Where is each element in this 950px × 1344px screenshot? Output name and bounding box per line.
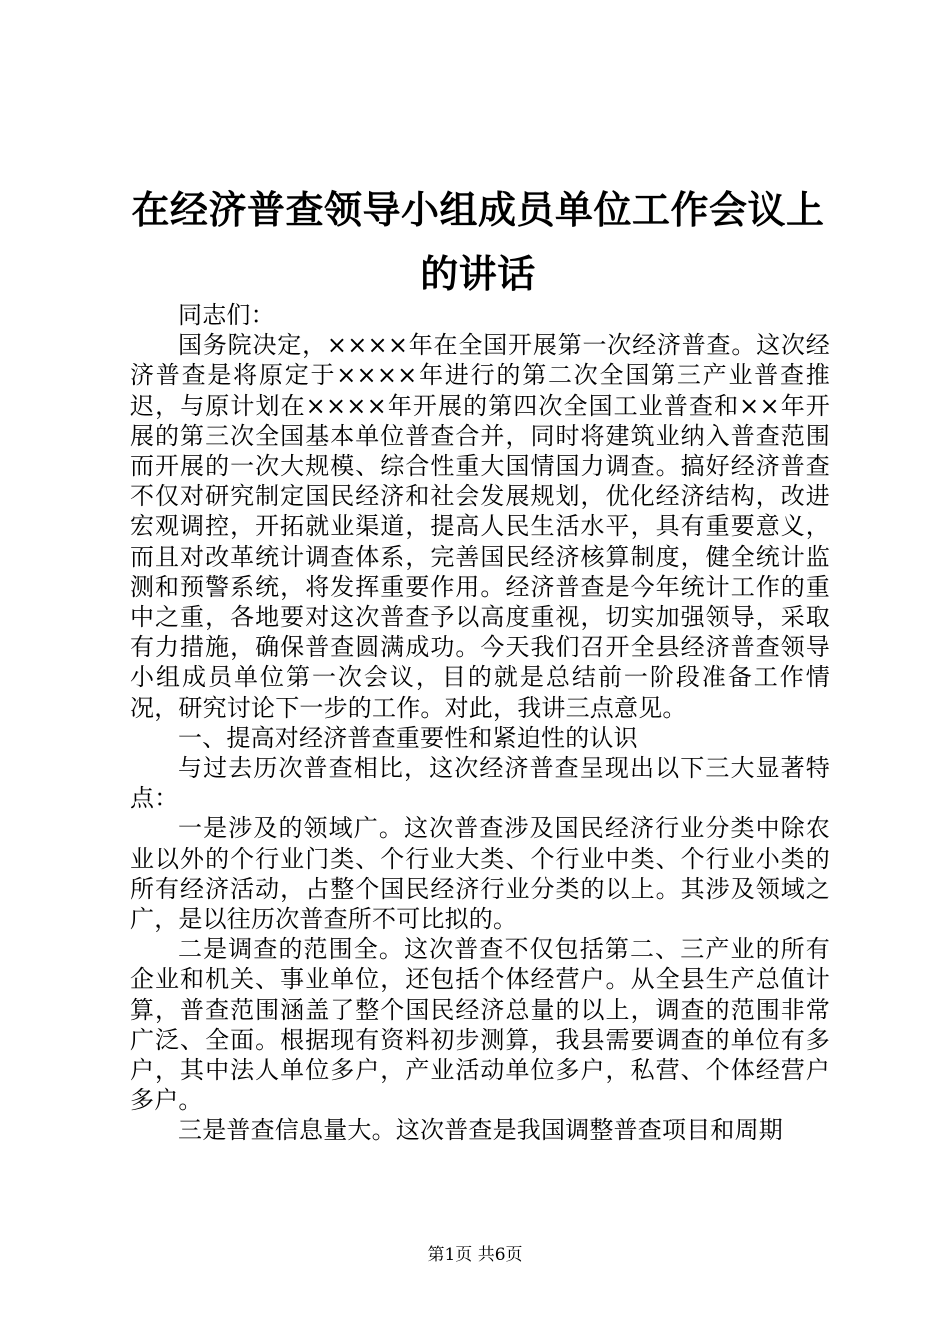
body-paragraph: 三是普查信息量大。这次普查是我国调整普查项目和周期	[178, 1116, 783, 1145]
document-title: 在经济普查领导小组成员单位工作会议上的讲话	[131, 188, 825, 296]
body-paragraph: 与过去历次普查相比，这次经济普查呈现出以下三大显著特点：	[130, 754, 830, 813]
page-number-footer: 第1页 共6页	[427, 1245, 523, 1265]
body-paragraph: 一是涉及的领域广。这次普查涉及国民经济行业分类中除农业以外的个行业门类、个行业大类、个行业中类、个行业小类的所有经济活动，占整个国民经济行业分类的以上。其涉及领域之广，是以往历次普查所不可比拟的。	[130, 814, 830, 934]
section-heading: 一、提高对经济普查重要性和紧迫性的认识	[178, 723, 638, 752]
salutation-paragraph: 同志们：	[178, 301, 275, 329]
intro-paragraph: 国务院决定，××××年在全国开展第一次经济普查。这次经济普查是将原定于××××年进行的第二次全国第三产业普查推迟，与原计划在××××年开展的第四次全国工业普查和××年开展的第三次全国基本单位普查合并，同时将建筑业纳入普查范围而开展的一次大规模、综合性重大国情国力调查。搞好经济普查不仅对研究制定国民经济和社会发展规划，优化经济结构，改进宏观调控，开拓就业渠道，提高人民生活水平，具有重要意义，而且对改革统计调查体系，完善国民经济核算制度，健全统计监测和预警系统，将发挥重要作用。经济普查是今年统计工作的重中之重，各地要对这次普查予以高度重视，切实加强领导，采取有力措施，确保普查圆满成功。今天我们召开全县经济普查领导小组成员单位第一次会议，目的就是总结前一阶段准备工作情况，研究讨论下一步的工作。对此，我讲三点意见。	[130, 331, 830, 722]
document-body	[130, 300, 830, 1146]
body-paragraph: 二是调查的范围全。这次普查不仅包括第二、三产业的所有企业和机关、事业单位，还包括个体经营户。从全县生产总值计算，普查范围涵盖了整个国民经济总量的以上，调查的范围非常广泛、全面。根据现有资料初步测算，我县需要调查的单位有多户，其中法人单位多户，产业活动单位多户，私营、个体经营户多户。	[130, 935, 830, 1115]
